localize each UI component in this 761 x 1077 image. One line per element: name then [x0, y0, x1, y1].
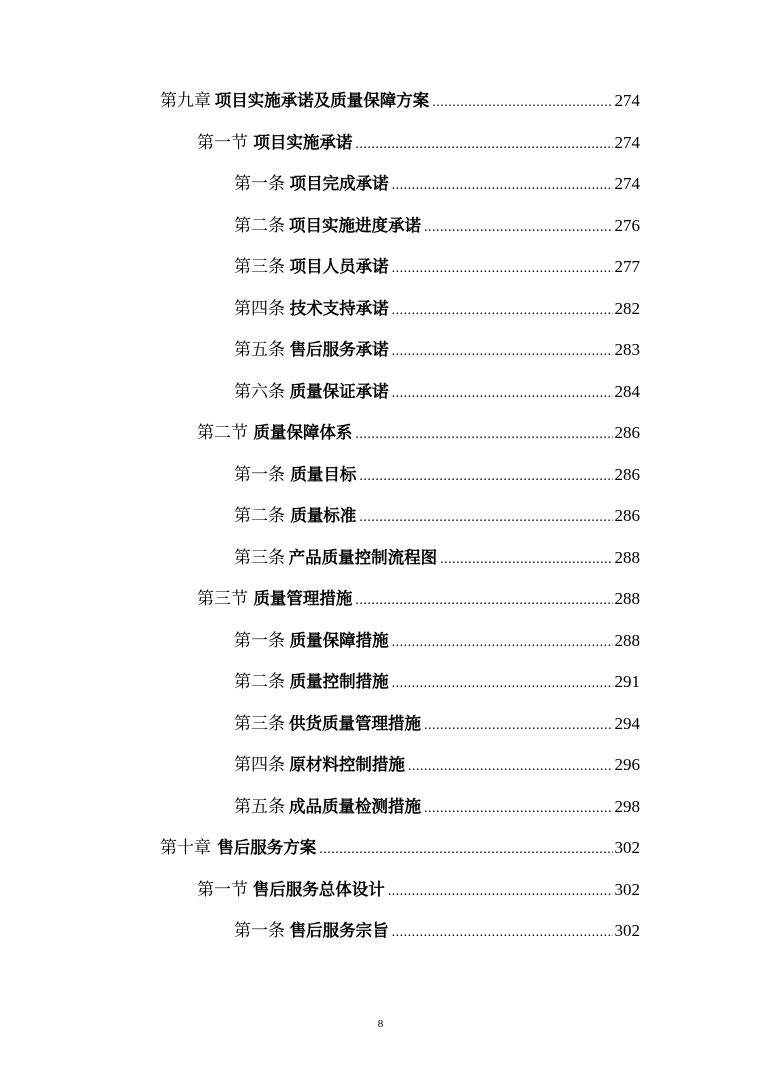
toc-entry-title: 质量保障体系 — [253, 423, 353, 442]
dot-leader — [355, 589, 612, 613]
dot-leader — [319, 838, 612, 862]
toc-entry-title: 售后服务宗旨 — [289, 921, 389, 940]
toc-entry-number: 第一节 — [197, 879, 248, 900]
page-number: 8 — [377, 1018, 384, 1030]
toc-entry-number: 第二节 — [197, 423, 248, 443]
dot-leader — [355, 423, 612, 447]
toc-entry-title: 质量标准 — [290, 506, 357, 525]
toc-entry-page: 274 — [614, 91, 640, 110]
dot-leader — [432, 91, 612, 115]
toc-entry-title: 原材料控制措施 — [289, 755, 405, 774]
toc-entry-number: 第二条 — [234, 672, 285, 692]
toc-entry-number: 第六条 — [234, 381, 285, 402]
toc-entry-page: 288 — [614, 547, 640, 567]
toc-entry[interactable] — [234, 629, 640, 653]
toc-entry-number: 第三条 — [234, 257, 285, 277]
toc-entry-title: 质量保证承诺 — [289, 381, 389, 401]
toc-entry-title: 成品质量检测措施 — [288, 796, 421, 816]
toc-entry-number: 第四条 — [234, 298, 285, 319]
toc-entry-title: 项目人员承诺 — [289, 257, 389, 276]
toc-entry-page: 284 — [614, 381, 640, 401]
toc-entry-page: 277 — [614, 257, 640, 276]
toc-entry-title: 售后服务总体设计 — [252, 879, 385, 899]
toc-entry-number: 第一条 — [234, 174, 285, 194]
dot-leader — [392, 299, 613, 323]
toc-entry-title: 质量目标 — [290, 464, 357, 484]
toc-entry-title: 售后服务承诺 — [289, 340, 389, 359]
toc-entry-number: 第二条 — [234, 506, 285, 526]
toc-entry-page: 283 — [614, 340, 640, 359]
toc-entry-page: 302 — [614, 838, 640, 857]
toc-entry[interactable] — [234, 919, 640, 943]
dot-leader — [392, 382, 613, 406]
toc-entry-page: 274 — [614, 132, 640, 152]
toc-entry-page: 302 — [614, 879, 640, 899]
dot-leader — [392, 921, 613, 945]
dot-leader — [408, 755, 613, 779]
toc-entry-title: 项目实施承诺 — [253, 132, 353, 152]
toc-entry[interactable] — [234, 795, 640, 819]
toc-entry-title: 售后服务方案 — [217, 838, 317, 857]
toc-entry-title: 质量保障措施 — [289, 630, 389, 650]
toc-entry-title: 项目完成承诺 — [289, 174, 389, 193]
toc-entry-page: 276 — [614, 215, 640, 235]
toc-entry[interactable] — [234, 214, 640, 238]
toc-entry-number: 第一条 — [234, 921, 285, 941]
toc-entry-title: 技术支持承诺 — [289, 298, 389, 318]
toc-entry-number: 第三条 — [234, 547, 285, 568]
dot-leader — [392, 174, 613, 198]
toc-entry[interactable] — [197, 878, 640, 902]
toc-entry-page: 286 — [614, 464, 640, 484]
dot-leader — [359, 465, 612, 489]
toc-entry-page: 286 — [614, 423, 640, 442]
toc-entry[interactable] — [197, 587, 640, 611]
dot-leader — [392, 631, 613, 655]
dot-leader — [388, 880, 613, 904]
toc-entry[interactable] — [234, 712, 640, 736]
toc-entry-page: 298 — [614, 796, 640, 816]
dot-leader — [424, 714, 613, 738]
toc-entry[interactable] — [197, 421, 640, 445]
toc-entry-number: 第四条 — [234, 755, 285, 775]
toc-entry[interactable] — [234, 463, 640, 487]
dot-leader — [392, 340, 613, 364]
toc-entry-number: 第九章 — [160, 91, 211, 111]
toc-entry-title: 项目实施承诺及质量保障方案 — [214, 91, 430, 110]
toc-entry-number: 第五条 — [234, 796, 285, 817]
dot-leader — [392, 672, 613, 696]
toc-entry-number: 第一节 — [197, 132, 248, 153]
toc-entry[interactable] — [234, 338, 640, 362]
dot-leader — [355, 133, 612, 157]
toc-entry-title: 项目实施进度承诺 — [288, 215, 421, 235]
toc-entry-page: 286 — [614, 506, 640, 525]
dot-leader — [440, 548, 612, 572]
toc-entry-page: 302 — [614, 921, 640, 940]
toc-entry-number: 第二条 — [234, 215, 285, 236]
toc-entry-number: 第一条 — [234, 630, 285, 651]
toc-entry-page: 288 — [614, 630, 640, 650]
toc-entry[interactable] — [197, 131, 640, 155]
toc-entry-number: 第三条 — [234, 713, 285, 734]
toc-entry[interactable] — [234, 546, 640, 570]
toc-entry[interactable] — [234, 297, 640, 321]
toc-entry-number: 第三节 — [197, 589, 248, 609]
toc-entry[interactable] — [160, 89, 640, 113]
toc-entry-title: 质量控制措施 — [289, 672, 389, 691]
toc-entry[interactable] — [234, 255, 640, 279]
toc-entry[interactable] — [160, 836, 640, 860]
toc-entry[interactable] — [234, 753, 640, 777]
toc-entry[interactable] — [234, 172, 640, 196]
toc-entry-title: 产品质量控制流程图 — [288, 547, 438, 567]
dot-leader — [424, 797, 613, 821]
toc-entry-page: 294 — [614, 713, 640, 733]
toc-entry-number: 第一条 — [234, 464, 285, 485]
toc-entry-title: 质量管理措施 — [253, 589, 353, 608]
toc-entry-number: 第五条 — [234, 340, 285, 360]
toc-entry-page: 296 — [614, 755, 640, 774]
toc-entry[interactable] — [234, 380, 640, 404]
toc-entry-number: 第十章 — [160, 838, 211, 858]
toc-entry[interactable] — [234, 504, 640, 528]
toc-entry-title: 供货质量管理措施 — [288, 713, 421, 733]
toc-entry-page: 274 — [614, 174, 640, 193]
dot-leader — [359, 506, 612, 530]
toc-entry-page: 291 — [614, 672, 640, 691]
toc-entry-page: 288 — [614, 589, 640, 608]
dot-leader — [424, 216, 613, 240]
toc-entry[interactable] — [234, 670, 640, 694]
dot-leader — [392, 257, 613, 281]
toc-entry-page: 282 — [614, 298, 640, 318]
